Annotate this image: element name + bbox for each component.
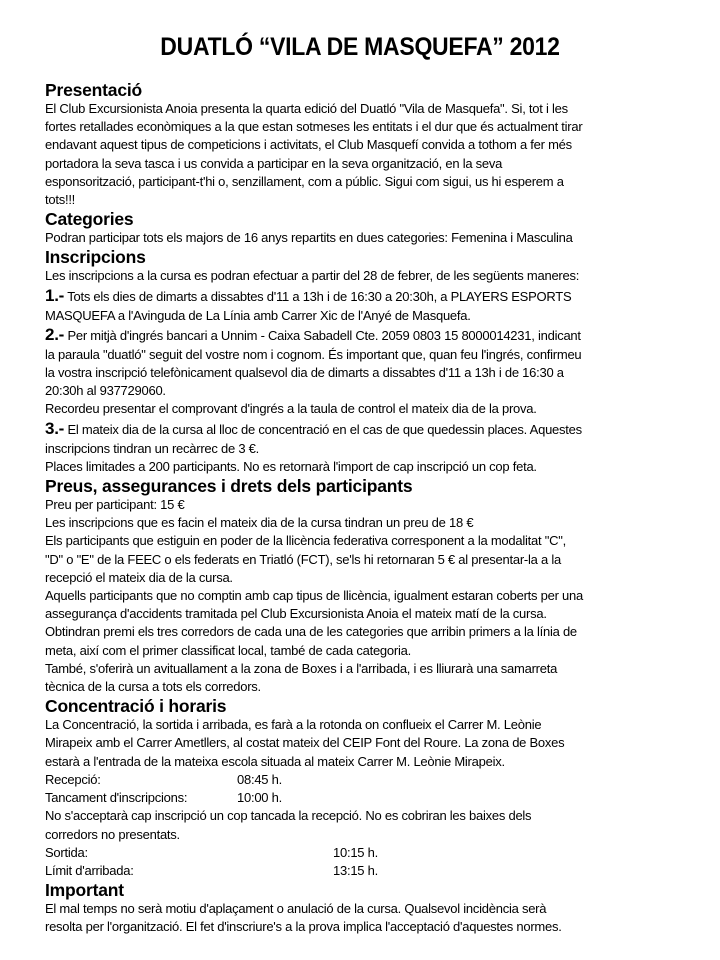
paragraph-line: Les inscripcions a la cursa es podran efectuar a partir del 28 de febrer, de les següents maneres: — [45, 268, 580, 284]
section-heading: Preus, assegurances i drets dels participants — [45, 476, 413, 497]
paragraph-line: estarà a l'entrada de la mateixa escola situada al mateix Carrer M. Leònie Mirapeix. — [45, 753, 505, 769]
option-marker: 2.- — [45, 324, 65, 344]
paragraph-line: inscripcions tindran un recàrrec de 3 €. — [45, 440, 260, 456]
section-inscripcions — [45, 247, 685, 476]
paragraph-line: la vostra inscripció telefònicament qualsevol dia de dimarts a dissabtes d'11 a 13h i de 16:30 a — [45, 365, 564, 381]
registration-option-3 — [45, 419, 685, 440]
schedule-label: Tancament d'inscripcions: — [45, 790, 188, 806]
schedule-row — [45, 789, 685, 807]
schedule-row — [45, 862, 685, 880]
section-heading: Important — [45, 880, 124, 901]
paragraph-line: La Concentració, la sortida i arribada, es farà a la rotonda on conflueix el Carrer M. Leònie — [45, 717, 542, 733]
schedule-time: 13:15 h. — [333, 862, 378, 878]
schedule-label: Límit d'arribada: — [45, 862, 134, 878]
paragraph-line: Les inscripcions que es facin el mateix dia de la cursa tindran un preu de 18 € — [45, 515, 474, 531]
registration-option-2 — [45, 325, 685, 346]
document-title: DUATLÓ “VILA DE MASQUEFA” 2012 — [160, 33, 560, 61]
paragraph-line: tècnica de la cursa a tots els corredors. — [45, 679, 261, 695]
option-text: Tots els dies de dimarts a dissabtes d'11 a 13h i de 16:30 a 20:30h, a PLAYERS ESPORTS — [64, 288, 572, 304]
paragraph-line: 20:30h al 937729060. — [45, 383, 166, 399]
paragraph-line: portadora la seva tasca i us convida a participar en la seva organització, en la seva — [45, 155, 503, 171]
paragraph-line: Recordeu presentar el comprovant d'ingrés a la taula de control el mateix dia de la prova. — [45, 401, 537, 417]
schedule-row — [45, 771, 685, 789]
paragraph-line: Aquells participants que no comptin amb cap tipus de llicència, igualment estaran coberts per una — [45, 588, 583, 604]
paragraph-line: resolta per l'organització. El fet d'inscriure's a la prova implica l'acceptació d'aquestes normes. — [45, 919, 562, 935]
schedule-label: Recepció: — [45, 771, 101, 787]
paragraph-line: Obtindran premi els tres corredors de cada una de les categories que arribin primers a la línia de — [45, 624, 577, 640]
schedule-time: 10:00 h. — [237, 790, 282, 806]
paragraph-line: corredors no presentats. — [45, 826, 180, 842]
document-body — [45, 80, 685, 937]
option-marker: 3.- — [45, 418, 65, 438]
paragraph-line: recepció el mateix dia de la cursa. — [45, 569, 233, 585]
option-text: Per mitjà d'ingrés bancari a Unnim - Caixa Sabadell Cte. 2059 0803 15 8000014231, indicant — [64, 327, 581, 343]
paragraph-line: Podran participar tots els majors de 16 anys repartits en dues categories: Femenina i Masculina — [45, 230, 573, 246]
paragraph-line: esponsorització, participant-t'hi o, senzillament, com a públic. Sigui com sigui, us hi esperem a — [45, 173, 564, 189]
paragraph-line: tots!!! — [45, 192, 76, 208]
paragraph-line: El mal temps no serà motiu d'aplaçament o anulació de la cursa. Qualsevol incidència serà — [45, 901, 547, 917]
schedule-time: 08:45 h. — [237, 771, 282, 787]
section-heading: Categories — [45, 209, 134, 230]
paragraph-line: MASQUEFA a l'Avinguda de La Línia amb Carrer Xic de l'Anyé de Masquefa. — [45, 307, 471, 323]
schedule-label: Sortida: — [45, 844, 88, 860]
section-heading: Concentració i horaris — [45, 696, 227, 717]
registration-option-1 — [45, 286, 685, 307]
section-categories — [45, 209, 685, 247]
paragraph-line: meta, així com el primer classificat local, també de cada categoria. — [45, 642, 411, 658]
paragraph-line: Els participants que estiguin en poder de la llicència federativa corresponent a la modalitat "C", — [45, 533, 566, 549]
schedule-row — [45, 844, 685, 862]
section-presentacio — [45, 80, 685, 209]
schedule-time: 10:15 h. — [333, 844, 378, 860]
paragraph-line: També, s'oferirà un avituallament a la zona de Boxes i a l'arribada, i es lliurarà una samarreta — [45, 660, 558, 676]
paragraph-line: No s'acceptarà cap inscripció un cop tancada la recepció. No es cobriran les baixes dels — [45, 808, 532, 824]
section-heading: Presentació — [45, 80, 143, 100]
section-heading: Inscripcions — [45, 247, 146, 268]
paragraph-line: "D" o "E" de la FEEC o els federats en Triatló (FCT), se'ls hi retornaran 5 € al presentar-la a la — [45, 551, 561, 567]
paragraph-line: assegurança d'accidents tramitada pel Club Excursionista Anoia el mateix matí de la cursa. — [45, 606, 547, 622]
paragraph-line: la paraula "duatló" seguit del vostre nom i cognom. És important que, quan feu l'ingrés, confirmeu — [45, 346, 582, 362]
section-preus — [45, 476, 685, 696]
paragraph-line: endavant aquest tipus de competicions i activitats, el Club Masquefí convida a tothom a fer més — [45, 137, 572, 153]
section-important — [45, 880, 685, 936]
paragraph-line: fortes retallades econòmiques a la que estan sotmeses les entitats i el dur que és actualment tirar — [45, 119, 583, 135]
paragraph-line: Places limitades a 200 participants. No es retornarà l'import de cap inscripció un cop feta. — [45, 458, 537, 474]
section-concentracio — [45, 696, 685, 880]
option-marker: 1.- — [45, 285, 65, 305]
option-text: El mateix dia de la cursa al lloc de concentració en el cas de que quedessin places. Aquestes — [64, 421, 582, 437]
paragraph-line: Mirapeix amb el Carrer Ametllers, al costat mateix del CEIP Font del Roure. La zona de Boxes — [45, 735, 565, 751]
paragraph-line: El Club Excursionista Anoia presenta la quarta edició del Duatló "Vila de Masquefa". Si, tot i les — [45, 101, 568, 116]
paragraph-line: Preu per participant: 15 € — [45, 497, 185, 513]
